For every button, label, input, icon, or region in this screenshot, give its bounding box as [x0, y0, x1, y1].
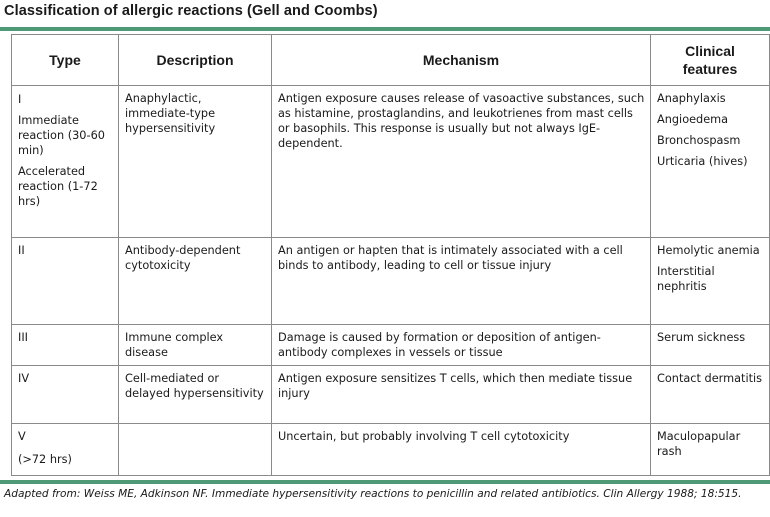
cell-mechanism: An antigen or hapten that is intimately associated with a cell binds to antibody, leading to cell or tissue injury: [272, 238, 651, 325]
cell-clinical: [651, 86, 770, 238]
header-mechanism: Mechanism: [272, 35, 651, 86]
type-label: I: [18, 93, 22, 106]
cell-description: [119, 424, 272, 476]
clinical-item: Maculopapular rash: [657, 430, 741, 458]
type-label: V: [18, 430, 26, 443]
header-description: Description: [119, 35, 272, 86]
cell-clinical: [651, 424, 770, 476]
footer-divider: [0, 480, 770, 484]
table-header-row: [12, 35, 770, 86]
cell-mechanism: Antigen exposure causes release of vasoactive substances, such as histamine, prostaglandins, and leukotrienes from mast cells or basophils. This response is usually but not always IgE-dependent.: [272, 86, 651, 238]
clinical-item: Contact dermatitis: [657, 372, 763, 385]
type-label: IV: [18, 372, 30, 385]
cell-mechanism: Antigen exposure sensitizes T cells, which then mediate tissue injury: [272, 366, 651, 424]
header-type: Type: [12, 35, 119, 86]
cell-description: Cell-mediated or delayed hypersensitivity: [119, 366, 272, 424]
classification-table: [11, 34, 770, 476]
table-row: [12, 424, 770, 476]
type-note: Immediate reaction (30-60 min): [18, 114, 105, 157]
clinical-item: Hemolytic anemia: [657, 244, 760, 257]
title-divider: [0, 27, 770, 31]
table-row: [12, 86, 770, 238]
clinical-item: Anaphylaxis: [657, 92, 726, 105]
table-row: [12, 238, 770, 325]
clinical-item: Serum sickness: [657, 331, 746, 344]
clinical-item: Bronchospasm: [657, 134, 741, 147]
cell-type: [12, 325, 119, 366]
type-label: III: [18, 331, 28, 344]
clinical-item: Interstitial nephritis: [657, 265, 715, 293]
cell-description: Antibody-dependent cytotoxicity: [119, 238, 272, 325]
cell-type: [12, 424, 119, 476]
type-label: II: [18, 244, 25, 257]
clinical-item: Angioedema: [657, 113, 729, 126]
cell-clinical: [651, 325, 770, 366]
table-row: [12, 325, 770, 366]
source-footnote: Adapted from: Weiss ME, Adkinson NF. Immediate hypersensitivity reactions to penicillin and related antibiotics. Clin Allergy 1988; 18:515.: [4, 488, 742, 500]
table-row: [12, 366, 770, 424]
cell-mechanism: Uncertain, but probably involving T cell cytotoxicity: [272, 424, 651, 476]
page-title: Classification of allergic reactions (Gell and Coombs): [4, 3, 378, 19]
type-note: Accelerated reaction (1-72 hrs): [18, 165, 98, 208]
header-clinical-features: Clinical features: [651, 35, 770, 86]
cell-type: [12, 238, 119, 325]
cell-description: Immune complex disease: [119, 325, 272, 366]
cell-mechanism: Damage is caused by formation or deposition of antigen-antibody complexes in vessels or tissue: [272, 325, 651, 366]
cell-description: Anaphylactic, immediate-type hypersensitivity: [119, 86, 272, 238]
cell-type: [12, 86, 119, 238]
type-note: (>72 hrs): [18, 453, 72, 466]
cell-clinical: [651, 238, 770, 325]
cell-type: [12, 366, 119, 424]
clinical-item: Urticaria (hives): [657, 155, 748, 168]
cell-clinical: [651, 366, 770, 424]
